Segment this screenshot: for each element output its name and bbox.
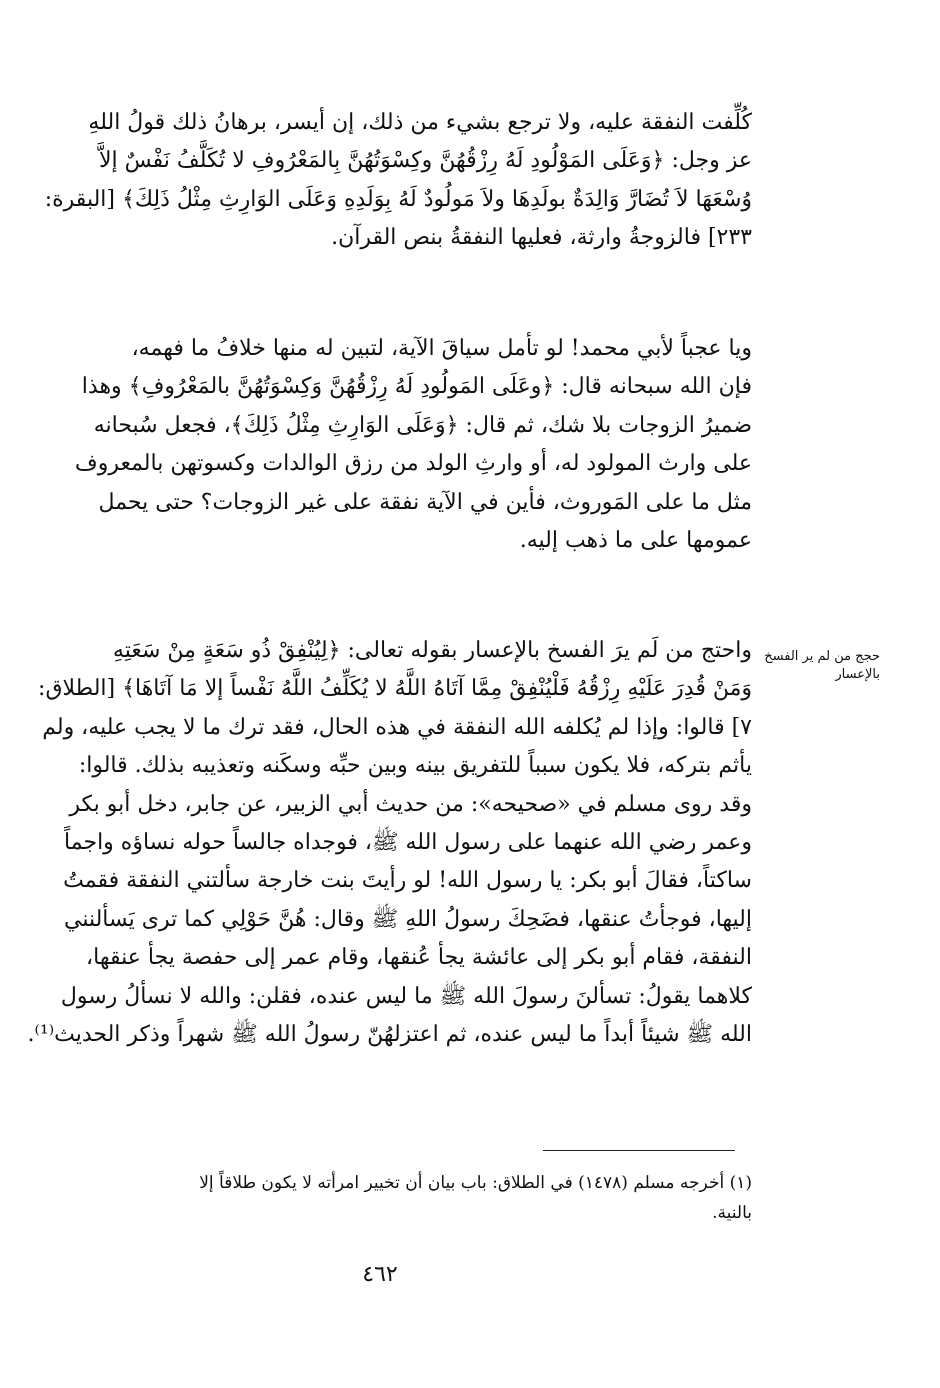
text-line: الله ﷺ شيئاً أبداً ما ليس عنده، ثم اعتزلهُنّ رسولُ الله ﷺ شهراً وذكر الحديث⁽¹⁾. [27, 1022, 752, 1048]
text-line: عمومها على ما ذهب إليه. [519, 528, 752, 554]
footnote-line: (١) أخرجه مسلم (١٤٧٨) في الطلاق: باب بيان أن تخيير امرأته لا يكون طلاقاً إلا [199, 1173, 752, 1193]
paragraph-2 [72, 330, 752, 560]
text-line: ٢٣٣] فالزوجةُ وارثة، فعليها النفقةُ بنص القرآن. [331, 225, 752, 251]
text-line: وُسْعَهَا لاَ تُضَارَّ وَالِدَةٌ بولَدِهَا ولاَ مَولُودٌ لَهُ بِوَلَدِهِ وَعَلَى الوَارِثِ مِثْلُ ذَلِكَ﴾ [البقرة: [44, 186, 752, 212]
margin-note-line: بالإعسار [835, 667, 880, 682]
footnote [72, 1168, 752, 1228]
text-line: يأثم بتركه، فلا يكون سبباً للتفريق بينه وبين حبِّه وسكَنه وتعذيبه بذلك. قالوا: [78, 753, 752, 779]
margin-note [760, 648, 880, 684]
text-line: وقد روى مسلم في «صحيحه»: من حديث أبي الزبير، عن جابر، دخل أبو بكر [69, 791, 752, 817]
text-line: فإن الله سبحانه قال: ﴿وعَلَى المَولُودِ لَهُ رِزْقُهُنَّ وَكِسْوَتُهُنَّ بالمَعْرُوفِ﴾ وهذا [81, 374, 752, 400]
text-line: مثل ما على المَوروث، فأين في الآية نفقة على غير الزوجات؟ حتى يحمل [98, 489, 752, 515]
text-line: كُلِّفت النفقة عليه، ولا ترجع بشيء من ذلك، إن أيسر، برهانُ ذلك قولُ اللهِ [88, 110, 752, 135]
text-line: واحتج من لَم يرَ الفسخ بالإعسار بقوله تعالى: ﴿لِيُنْفِقْ ذُو سَعَةٍ مِنْ سَعَتِهِ [112, 638, 752, 663]
margin-note-line: حجج من لم ير الفسخ [764, 649, 880, 664]
text-line: عز وجل: ﴿وَعَلَى المَوْلُودِ لَهُ رِزْقُهُنَّ وكِسْوَتُهُنَّ بِالمَعْرُوفِ لا تُكَلَّفُ نَفْسٌ إلاَّ [98, 148, 752, 174]
text-line: وعمر رضي الله عنهما على رسول الله ﷺ، فوجداه جالساً حوله نساؤه واجماً [64, 830, 752, 856]
text-line: كلاهما يقولُ: تسألنَ رسولَ الله ﷺ ما ليس عنده، فقلن: والله لا نسألُ رسول [60, 983, 752, 1009]
paragraph-3 [27, 632, 752, 1054]
text-line: على وارث المولود له، أو وارثِ الولد من رزق الوالدات وكسوتهن بالمعروف [74, 451, 752, 477]
text-line: ٧] قالوا: وإذا لم يُكلفه الله النفقة في هذه الحال، فقد ترك ما لا يجب عليه، ولم [42, 714, 752, 740]
text-line: ويا عجباً لأبي محمد! لو تأمل سياقَ الآية، لتبين له منها خلافُ ما فهمه، [131, 336, 752, 361]
text-line: ساكتاً، فقالَ أبو بكر: يا رسول الله! لو رأيتَ بنت خارجة سألتني النفقة فقمتُ [63, 868, 752, 894]
footnote-divider [543, 1150, 735, 1151]
text-line: إليها، فوجأتُ عنقها، فضَحِكَ رسولُ اللهِ ﷺ وقال: هُنَّ حَوْلِي كما ترى يَسألنني [63, 906, 752, 932]
page-number: ٤٦٢ [362, 1262, 398, 1287]
paragraph-1 [44, 104, 752, 258]
text-line: النفقة، فقام أبو بكر إلى عائشة يجأ عُنقها، وقام عمر إلى حفصة يجأ عنقها، [86, 945, 752, 971]
text-line: ضميرُ الزوجات بلا شك، ثم قال: ﴿وَعَلَى الوَارِثِ مِثْلُ ذَلِكَ﴾، فجعل سُبحانه [93, 412, 752, 438]
text-line: وَمَنْ قُدِرَ عَلَيْهِ رِزْقُهُ فَلْيُنْفِقْ مِمَّا آتَاهُ اللَّهُ لا يُكَلِّفُ اللَّهُ نَفْساً إلا مَا آتَاهَا﴾ [الطلاق: [38, 676, 752, 702]
footnote-line: بالنية. [712, 1203, 752, 1223]
